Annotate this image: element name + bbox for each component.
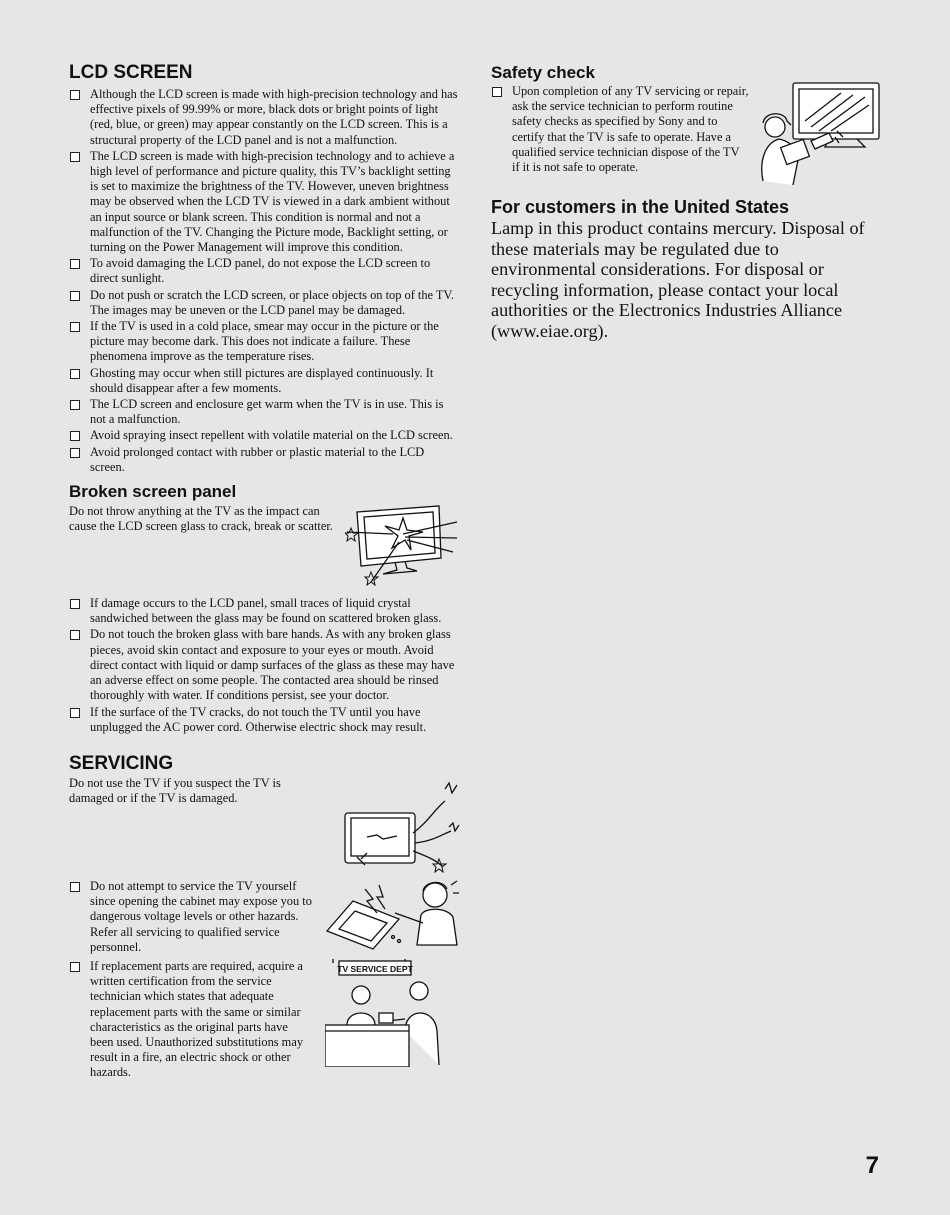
checkbox-icon	[70, 322, 80, 332]
checkbox-icon	[70, 400, 80, 410]
electric-shock-icon	[325, 879, 461, 951]
checkbox-icon	[70, 708, 80, 718]
page-number: 7	[865, 1152, 879, 1179]
checkbox-icon	[70, 291, 80, 301]
checkbox-icon	[70, 630, 80, 640]
lcd-screen-list	[69, 87, 461, 475]
servicing-list	[69, 879, 314, 1082]
checkbox-icon	[70, 259, 80, 269]
list-item: If damage occurs to the LCD panel, small traces of liquid crystal sandwiched between the glass may be found on scattered broken glass.	[69, 596, 461, 626]
broken-screen-list	[69, 596, 461, 735]
list-item: Do not push or scratch the LCD screen, or place objects on top of the TV. The images may be uneven or the LCD panel may be damaged.	[69, 288, 461, 318]
list-item: Although the LCD screen is made with high-precision technology and has effective pixels of 99.99% or more, black dots or bright points of light (red, blue, or green) may appear constantly on the LCD screen. This is a structural property of the LCD panel and is not a malfunction.	[69, 87, 461, 148]
checkbox-icon	[492, 87, 502, 97]
sign-label: TV SERVICE DEPT	[337, 963, 413, 974]
broken-tv-icon	[345, 504, 459, 586]
list-item: Ghosting may occur when still pictures are displayed continuously. It should disappear after a few moments.	[69, 366, 461, 396]
technician-tv-icon	[753, 81, 883, 189]
safety-check-list	[491, 84, 749, 189]
service-dept-illustration	[325, 959, 461, 1067]
lcd-screen-heading: LCD SCREEN	[69, 62, 193, 83]
list-item: If replacement parts are required, acquire a written certification from the service technician which states that adequate replacement parts with the same or similar characteristics as the original parts have been used. Unauthorized substitutions may result in a fire, an electric shock or other hazards.	[69, 959, 314, 1081]
list-item: If the surface of the TV cracks, do not touch the TV until you have unplugged the AC power cord. Otherwise electric shock may result.	[69, 705, 461, 735]
damaged-tv-illustration	[341, 781, 461, 873]
checkbox-icon	[70, 962, 80, 972]
broken-screen-heading: Broken screen panel	[69, 482, 237, 502]
checkbox-icon	[70, 882, 80, 892]
checkbox-icon	[70, 90, 80, 100]
left-column	[69, 62, 461, 1082]
checkbox-icon	[70, 431, 80, 441]
checkbox-icon	[70, 152, 80, 162]
list-item: Do not attempt to service the TV yourself since opening the cabinet may expose you to dangerous voltage levels or other hazards. Refer all servicing to qualified service personnel.	[69, 879, 314, 955]
servicing-heading: SERVICING	[69, 752, 174, 774]
list-item: If the TV is used in a cold place, smear may occur in the picture or the picture may become dark. This does not indicate a failure. These phenomena improve as the temperature rises.	[69, 319, 461, 365]
broken-tv-illustration	[345, 504, 459, 586]
list-item: The LCD screen is made with high-precision technology and to achieve a high level of performance and picture quality, this TV’s backlight setting is set to maximize the brightness of the TV. However, uneven brightness may be observed when the LCD TV is viewed in a dark ambient without an input source or blank screen. This condition is normal and not a malfunction of the TV. Changing the Picture mode, Backlight setting, or turning on the Power Management will improve this condition.	[69, 149, 461, 255]
us-customers-body: Lamp in this product contains mercury. Disposal of these materials may be regulated due to environmental considerations. For disposal or recycling information, please contact your local authorities or the Electronics Industries Alliance (www.eiae.org).	[491, 218, 865, 341]
list-item: Do not touch the broken glass with bare hands. As with any broken glass pieces, avoid skin contact and exposure to your eyes or mouth. Avoid direct contact with liquid or damp surfaces of the glass as these may have an adverse effect on some people. The contacted area should be rinsed thoroughly with water. If conditions persist, see your doctor.	[69, 627, 461, 703]
right-column	[491, 62, 883, 342]
damaged-tv-icon	[341, 781, 461, 873]
broken-screen-intro: Do not throw anything at the TV as the impact can cause the LCD screen glass to crack, break or scatter.	[69, 504, 333, 534]
us-customers-heading: For customers in the United States	[491, 197, 790, 217]
checkbox-icon	[70, 599, 80, 609]
servicing-intro: Do not use the TV if you suspect the TV is damaged or if the TV is damaged.	[69, 775, 281, 806]
service-dept-icon	[325, 959, 445, 1067]
list-item: To avoid damaging the LCD panel, do not expose the LCD screen to direct sunlight.	[69, 256, 461, 286]
safety-check-illustration	[753, 81, 883, 189]
checkbox-icon	[70, 448, 80, 458]
list-item: Avoid spraying insect repellent with volatile material on the LCD screen.	[69, 428, 461, 443]
checkbox-icon	[70, 369, 80, 379]
list-item: The LCD screen and enclosure get warm when the TV is in use. This is not a malfunction.	[69, 397, 461, 427]
shock-illustration	[325, 879, 461, 951]
safety-check-heading: Safety check	[491, 63, 595, 82]
list-item: Avoid prolonged contact with rubber or plastic material to the LCD screen.	[69, 445, 461, 475]
list-item: Upon completion of any TV servicing or repair, ask the service technician to perform routine safety checks as specified by Sony and to certify that the TV is safe to operate. Have a qualified service technician dispose of the TV if it is not safe to operate.	[491, 84, 749, 175]
